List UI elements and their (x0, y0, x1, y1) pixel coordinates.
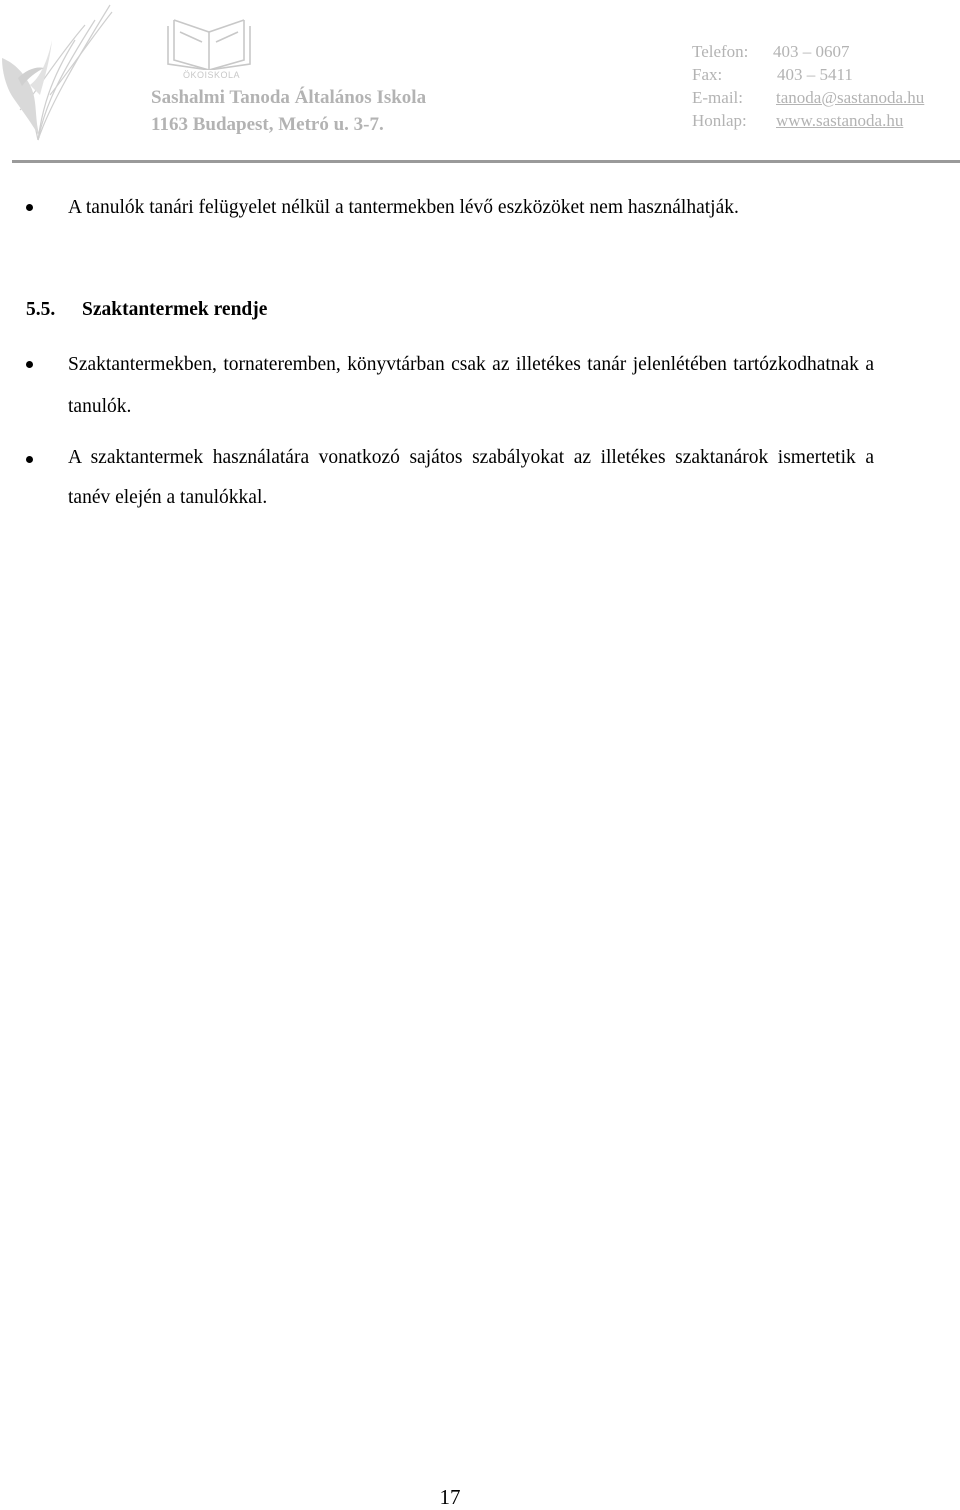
letterhead (0, 0, 960, 165)
web-link[interactable]: www.sastanoda.hu (776, 111, 904, 130)
bird-logo-icon (0, 0, 120, 150)
bullet-paragraph-1: A tanulók tanári felügyelet nélkül a tantermekben lévő eszközöket nem használhatják. (68, 197, 739, 218)
phone-label: Telefon: (692, 42, 749, 61)
phone-value: 403 – 0607 (773, 42, 850, 61)
section-title: Szaktantermek rendje (82, 299, 268, 320)
open-book-logo-icon (164, 12, 254, 70)
fax-label: Fax: (692, 65, 723, 84)
section-heading (26, 299, 267, 321)
section-number: 5.5. (26, 299, 56, 320)
fax-value: 403 – 5411 (777, 65, 853, 84)
school-address: 1163 Budapest, Metró u. 3-7. (151, 114, 384, 135)
school-name: Sashalmi Tanoda Általános Iskola (151, 87, 427, 108)
email-link[interactable]: tanoda@sastanoda.hu (776, 88, 925, 107)
bullet-icon (26, 204, 33, 211)
web-label: Honlap: (692, 111, 747, 130)
email-label: E-mail: (692, 88, 743, 107)
bullet-icon (26, 456, 33, 463)
bullet-paragraph-3: A szaktantermek használatára vonatkozó sajátos szabályokat az illetékes szaktanárok ismertetik a tanév elején a tanulókkal. (68, 447, 874, 508)
page-number: 17 (439, 1485, 461, 1509)
bullet-icon (26, 361, 33, 368)
eco-school-label: ÖKOISKOLA (183, 70, 241, 80)
header-divider (12, 160, 960, 163)
bullet-paragraph-2: Szaktantermekben, tornateremben, könyvtárban csak az illetékes tanár jelenlétében tartózkodhatnak a tanulók. (68, 354, 874, 417)
